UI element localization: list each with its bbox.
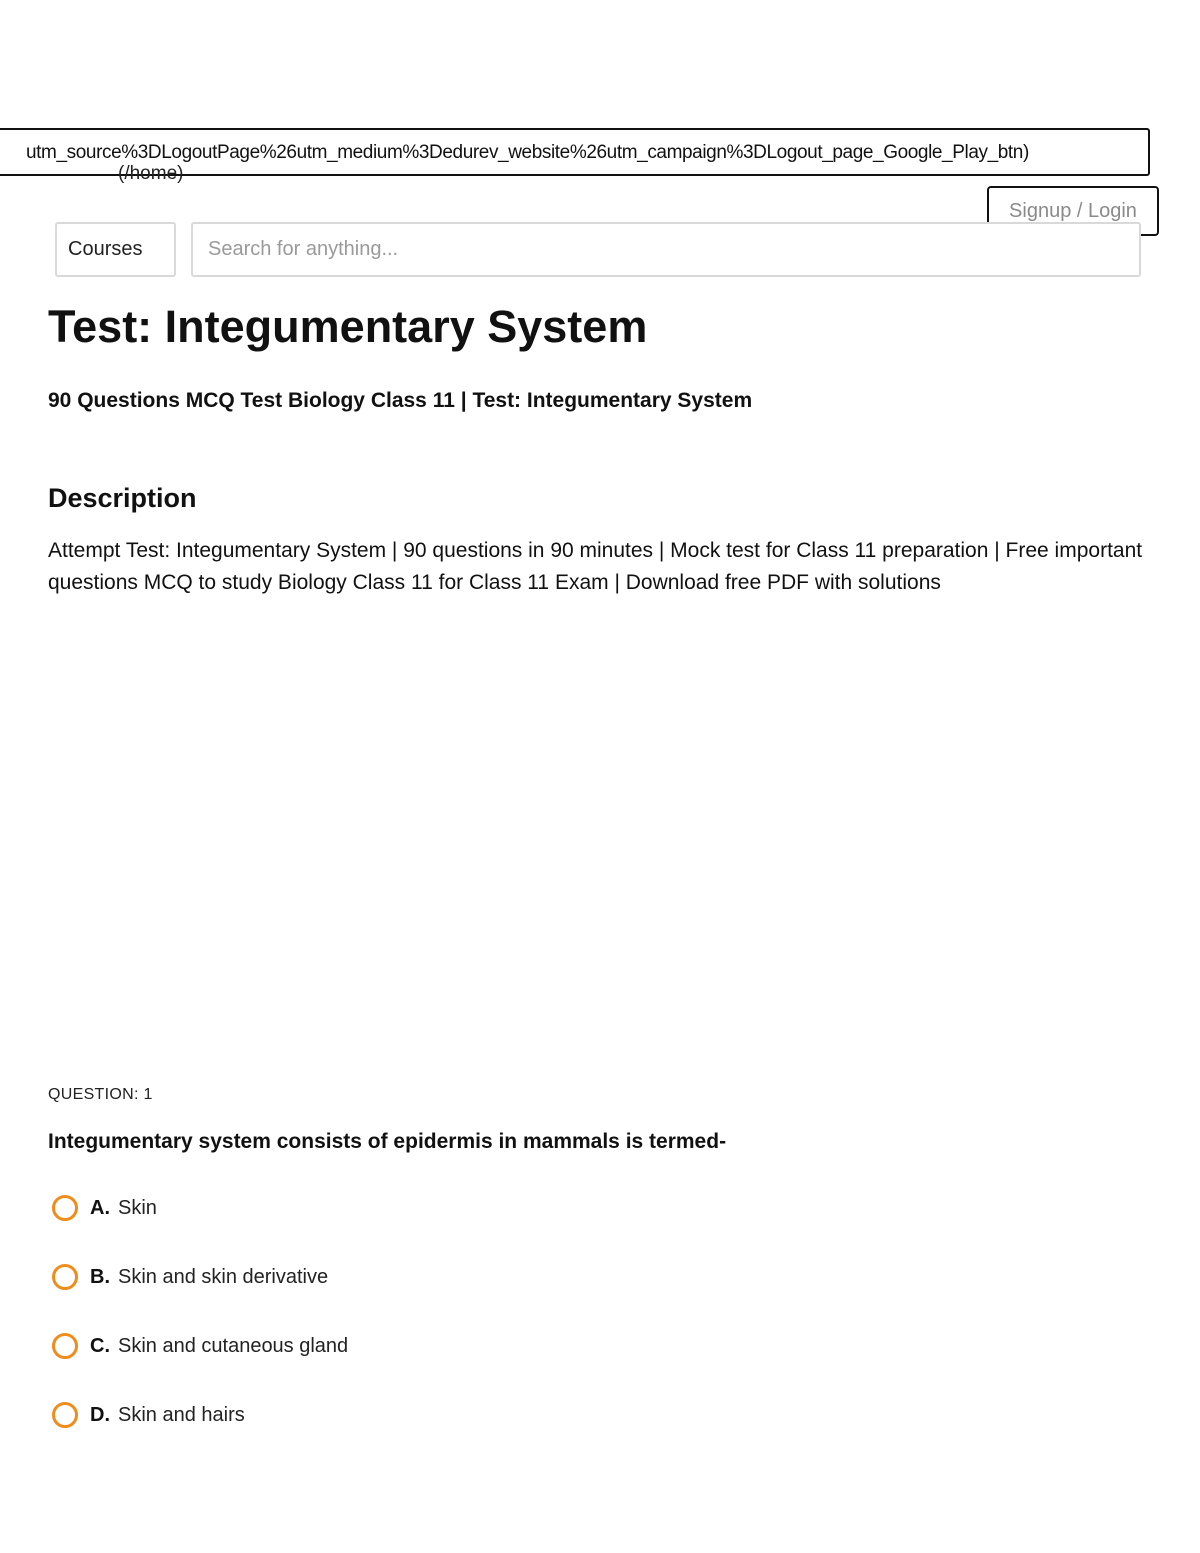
option-text: Skin and hairs (118, 1403, 245, 1426)
option-text: Skin and cutaneous gland (118, 1334, 349, 1357)
option-b[interactable] (52, 1259, 328, 1295)
radio-circle-icon[interactable] (52, 1195, 78, 1221)
option-letter: A. (90, 1196, 110, 1219)
search-input[interactable] (191, 222, 1141, 277)
page-title: Test: Integumentary System (48, 301, 648, 352)
description-heading: Description (48, 483, 197, 513)
option-text: Skin (118, 1196, 157, 1219)
option-letter: D. (90, 1403, 110, 1426)
option-a[interactable] (52, 1190, 157, 1226)
question-text: Integumentary system consists of epidermis in mammals is termed- (48, 1130, 727, 1153)
radio-circle-icon[interactable] (52, 1402, 78, 1428)
option-text: Skin and skin derivative (118, 1265, 329, 1288)
radio-circle-icon[interactable] (52, 1333, 78, 1359)
option-letter: B. (90, 1265, 110, 1288)
courses-dropdown-button[interactable]: Courses (55, 222, 176, 277)
home-link[interactable]: (/home) (118, 163, 184, 184)
radio-circle-icon[interactable] (52, 1264, 78, 1290)
question-number: QUESTION: 1 (48, 1086, 153, 1103)
description-text: Attempt Test: Integumentary System | 90 questions in 90 minutes | Mock test for Class 11 preparation | Free important questions MCQ to study Biology Class 11 for Class 11 Exam | Download free PDF with solutions (48, 539, 1143, 594)
signup-login-button[interactable]: Signup / Login (987, 186, 1159, 236)
option-d[interactable] (52, 1397, 245, 1433)
test-subtitle: 90 Questions MCQ Test Biology Class 11 | Test: Integumentary System (48, 389, 753, 412)
option-c[interactable] (52, 1328, 348, 1364)
app-download-link[interactable]: utm_source%3DLogoutPage%26utm_medium%3Dedurev_website%26utm_campaign%3DLogout_page_Google_Play_btn) (26, 142, 1029, 163)
option-letter: C. (90, 1334, 110, 1357)
